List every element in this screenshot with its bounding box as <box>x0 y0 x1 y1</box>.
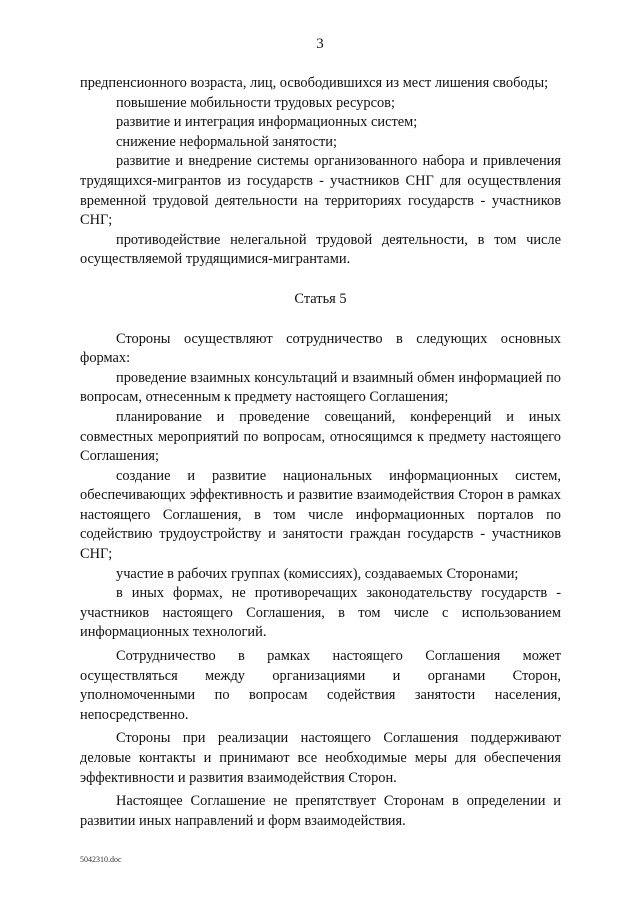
file-name-footer: 5042310.doc <box>80 855 122 864</box>
paragraph: повышение мобильности трудовых ресурсов; <box>116 94 395 111</box>
paragraph: Стороны при реализации настоящего Соглашения поддерживают деловые контакты и принимают все необходимые меры для обеспечения эффективности и развития взаимодействия Сторон. <box>80 730 561 786</box>
paragraph: проведение взаимных консультаций и взаимный обмен информацией по вопросам, отнесенным к предмету настоящего Соглашения; <box>80 369 561 406</box>
paragraph: предпенсионного возраста, лиц, освободившихся из мест лишения свободы; <box>80 75 549 91</box>
paragraph: развитие и интеграция информационных систем; <box>116 114 418 131</box>
article-heading: Статья 5 <box>294 290 347 307</box>
paragraph: планирование и проведение совещаний, конференций и иных совместных мероприятий по вопросам, относящимся к предмету настоящего Соглашения; <box>80 408 561 465</box>
paragraph: Настоящее Соглашение не препятствует Сторонам в определении и развитии иных направлений и форм взаимодействия. <box>80 793 561 829</box>
paragraph: участие в рабочих группах (комиссиях), создаваемых Сторонами; <box>116 565 519 582</box>
page-number: 3 <box>316 36 324 52</box>
document-body <box>80 74 561 831</box>
paragraph: Стороны осуществляют сотрудничество в следующих основных формах: <box>80 330 561 367</box>
paragraph: Сотрудничество в рамках настоящего Соглашения может осуществляться между организациями и органами Сторон, уполномоченными по вопросам содействия занятости населения, непосредственно. <box>80 648 561 723</box>
paragraph: в иных формах, не противоречащих законодательству государств - участников настоящего Соглашения, в том числе с использованием информационных технологий. <box>80 585 561 641</box>
paragraph: создание и развитие национальных информационных систем, обеспечивающих эффективность и развитие взаимодействия Сторон в рамках настоящего Соглашения, в том числе информационных порталов по содействию трудоустройству и занятости граждан государств - участников СНГ; <box>80 467 561 563</box>
paragraph: развитие и внедрение системы организованного набора и привлечения трудящихся-мигрантов из государств - участников СНГ для осуществления временной трудовой деятельности на территориях государств - участников СНГ; <box>80 153 561 229</box>
paragraph: противодействие нелегальной трудовой деятельности, в том числе осуществляемой трудящимися-мигрантами. <box>80 231 561 268</box>
paragraph: снижение неформальной занятости; <box>116 133 337 150</box>
